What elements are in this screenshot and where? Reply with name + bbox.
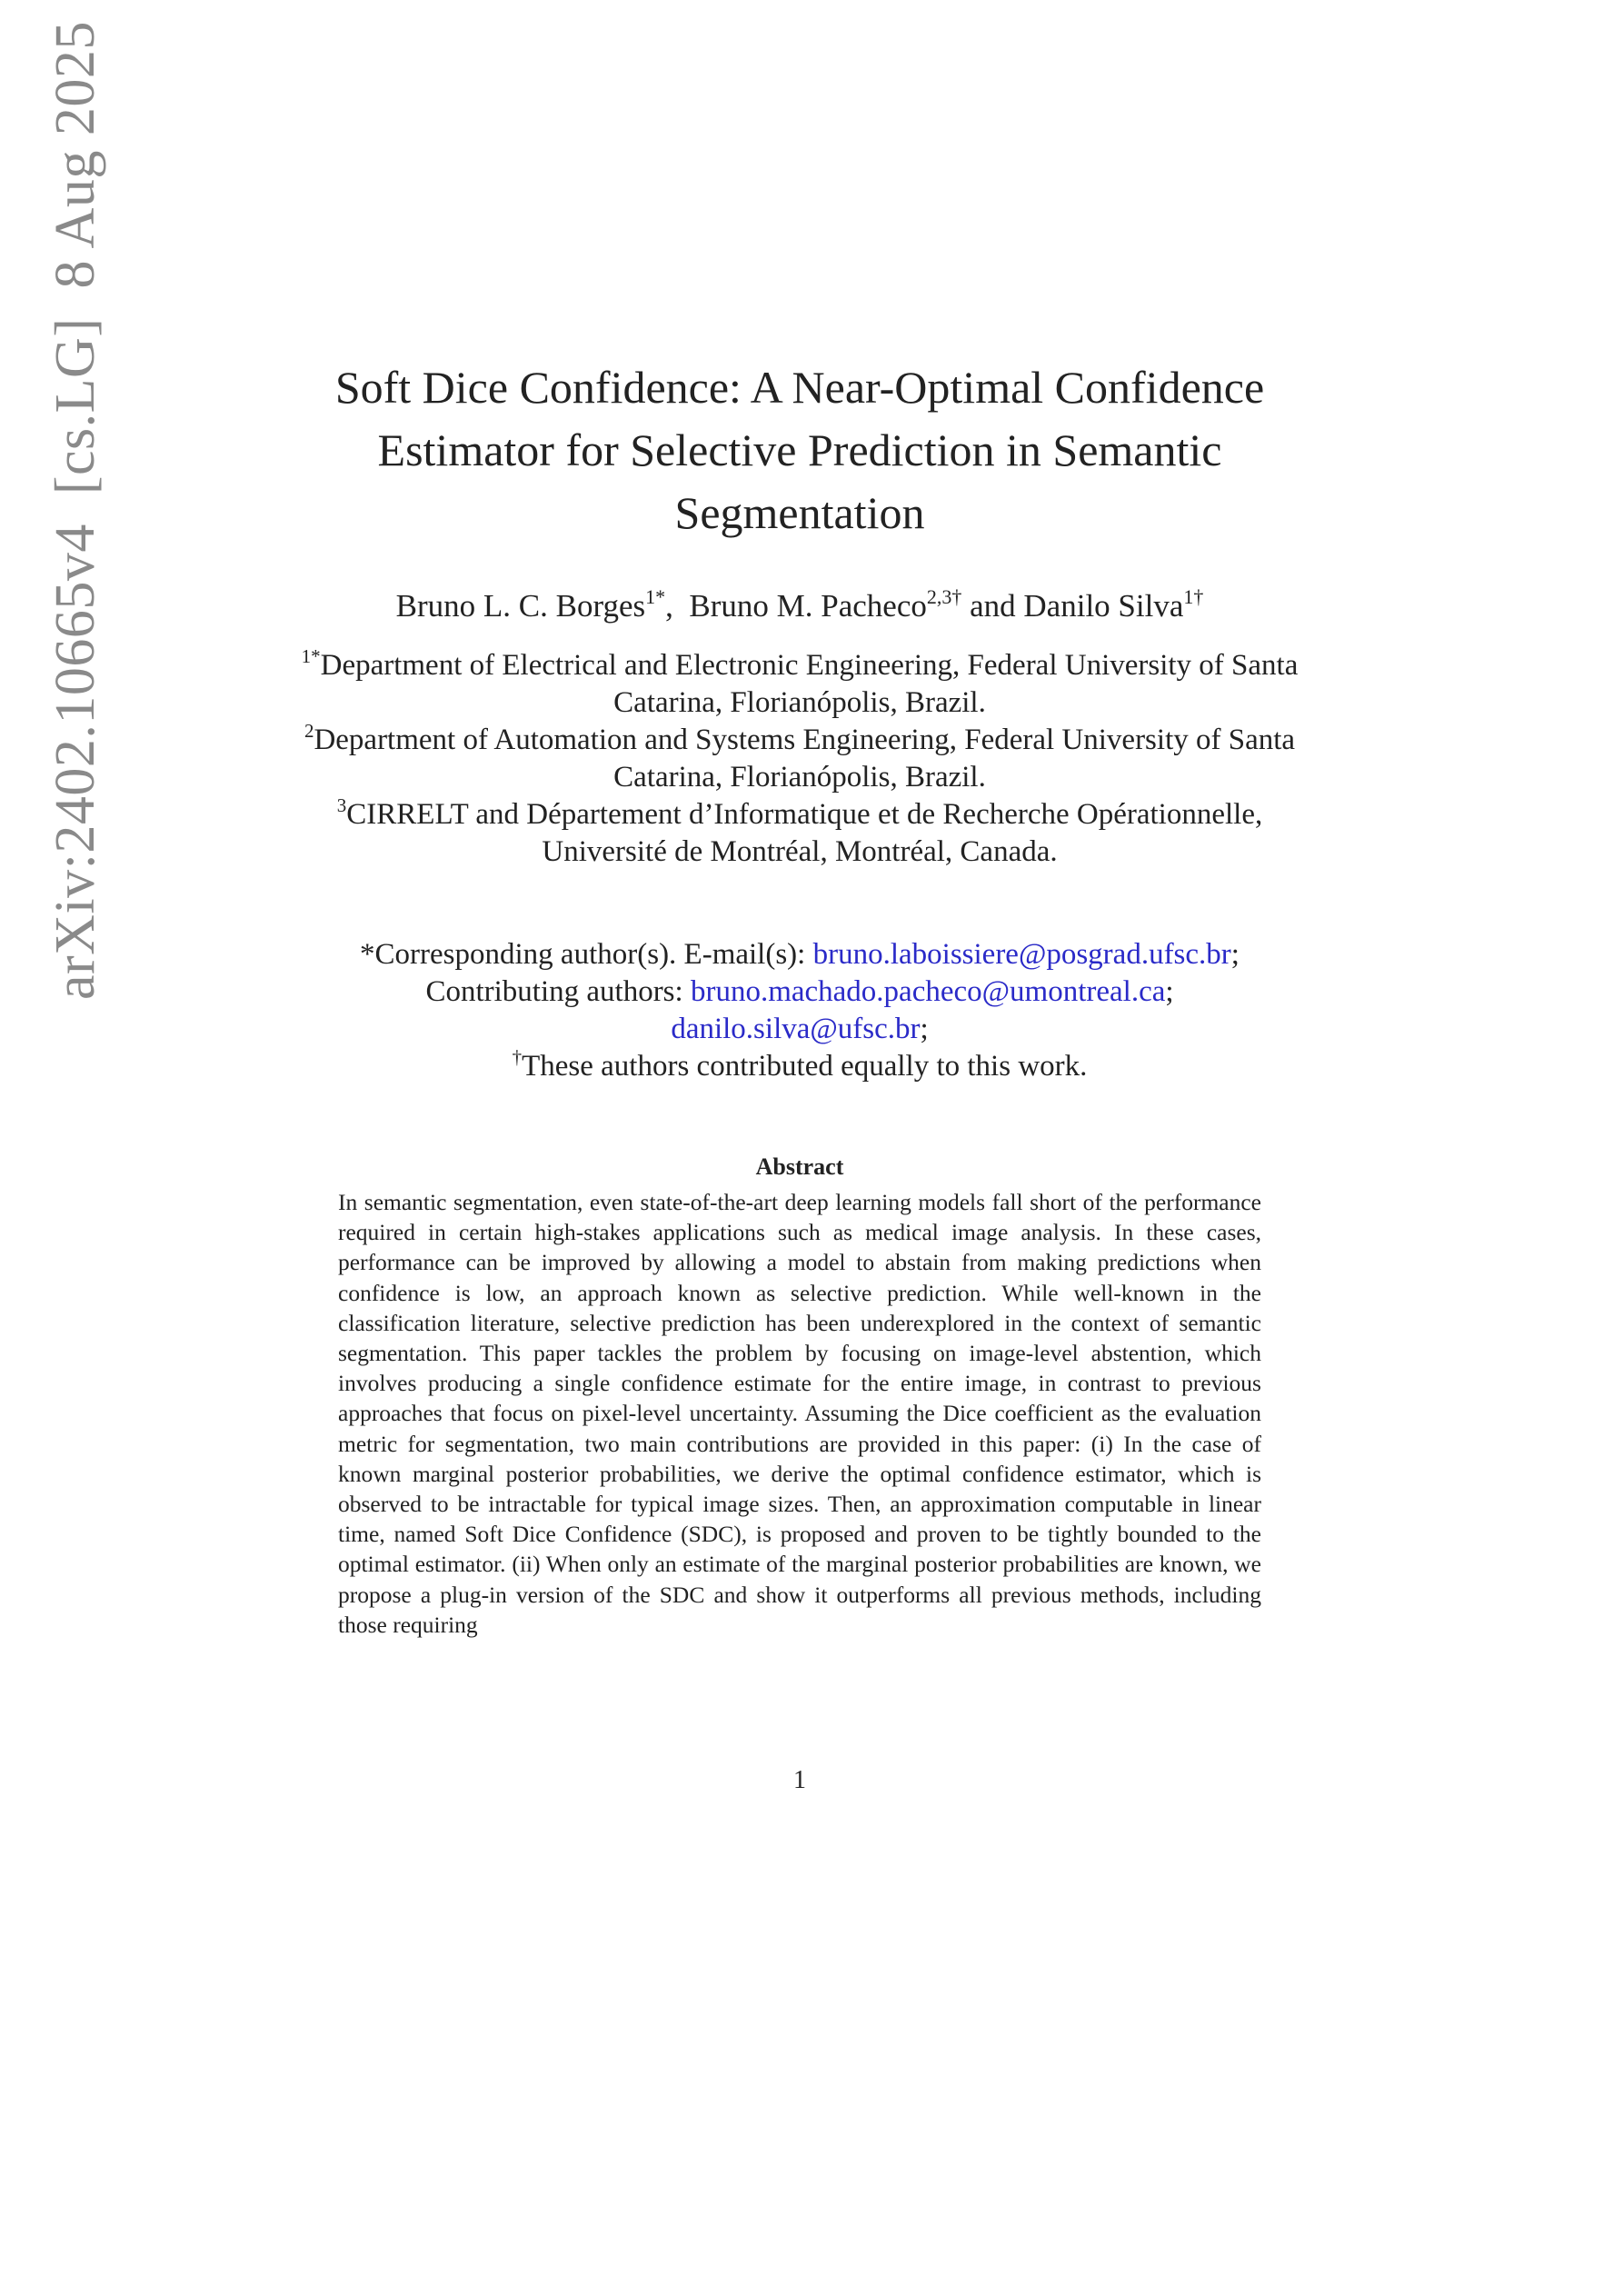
affiliation-marker: 2: [304, 720, 314, 742]
author-name-silva: Danilo Silva: [1023, 588, 1184, 624]
contributing-email-link-pacheco[interactable]: bruno.machado.pacheco@umontreal.ca: [690, 975, 1166, 1008]
author-affiliation-marker: 1†: [1183, 585, 1204, 608]
author-separator: ,: [665, 588, 690, 624]
punctuation: ;: [920, 1013, 929, 1045]
affiliation-text: CIRRELT and Département d’Informatique et de Recherche Opérationnelle, Université de Montréal, Montréal, Canada.: [346, 798, 1263, 868]
arxiv-identifier-stamp: arXiv:2402.10665v4 [cs.LG] 8 Aug 2025: [45, 21, 106, 1000]
contributing-authors-line: [236, 973, 1363, 1011]
equal-contribution-note: [236, 1048, 1363, 1085]
author-affiliation-marker: 2,3†: [926, 585, 962, 608]
affiliations: [273, 647, 1327, 871]
author-name-pacheco: Bruno M. Pacheco: [689, 588, 927, 624]
equal-contribution-text: These authors contributed equally to this work.: [522, 1050, 1088, 1083]
author-name-borges: Bruno L. C. Borges: [395, 588, 646, 624]
corresponding-email-link[interactable]: bruno.laboissiere@posgrad.ufsc.br: [812, 938, 1231, 971]
corresponding-author-line: [236, 936, 1363, 973]
affiliation-text: Department of Electrical and Electronic Engineering, Federal University of Santa Catarina, Florianópolis, Brazil.: [320, 649, 1299, 719]
affiliation-1: [273, 647, 1327, 722]
affiliation-3: [273, 796, 1327, 871]
punctuation: ;: [1165, 975, 1174, 1008]
contributing-authors-line-2: [236, 1011, 1363, 1048]
author-affiliation-marker: 1*: [645, 585, 666, 608]
corresponding-label: *Corresponding author(s). E-mail(s):: [360, 938, 813, 971]
affiliation-text: Department of Automation and Systems Engineering, Federal University of Santa Catarina, Florianópolis, Brazil.: [314, 724, 1296, 794]
contributing-email-link-silva[interactable]: danilo.silva@ufsc.br: [671, 1013, 921, 1045]
affiliation-marker: 1*: [301, 645, 321, 667]
dagger-marker: †: [512, 1046, 523, 1068]
author-list: [182, 586, 1418, 626]
correspondence-block: [236, 936, 1363, 1085]
abstract-heading: Abstract: [755, 1153, 844, 1180]
punctuation: ;: [1230, 938, 1240, 971]
affiliation-2: [273, 722, 1327, 796]
page-number: 1: [793, 1766, 806, 1794]
paper-title: Soft Dice Confidence: A Near-Optimal Confidence Estimator for Selective Prediction in Semantic Segmentation: [334, 362, 1265, 538]
abstract-text: In semantic segmentation, even state-of-the-art deep learning models fall short of the performance required in certain high-stakes applications such as medical image analysis. In these cases, performance can be improved by allowing a model to abstain from making predictions when confidence is low, an approach known as selective prediction. While well-known in the classification literature, selective prediction has been underexplored in the context of semantic segmentation. This paper tackles the problem by focusing on image-level abstention, which involves producing a single confidence estimate for the entire image, in contrast to previous approaches that focus on pixel-level uncertainty. Assuming the Dice coefficient as the evaluation metric for segmentation, two main contributions are provided in this paper: (i) In the case of known marginal posterior probabilities, we derive the optimal confidence estimator, which is observed to be intractable for typical image sizes. Then, an approximation computable in linear time, named Soft Dice Confidence (SDC), is proposed and proven to be tightly bounded to the optimal estimator. (ii) When only an estimate of the marginal posterior probabilities are known, we propose a plug-in version of the SDC and show it outperforms all previous methods, including those requiring: [338, 1189, 1261, 1638]
affiliation-marker: 3: [336, 794, 347, 816]
contributing-label: Contributing authors:: [425, 975, 691, 1008]
author-separator: and: [961, 588, 1024, 624]
